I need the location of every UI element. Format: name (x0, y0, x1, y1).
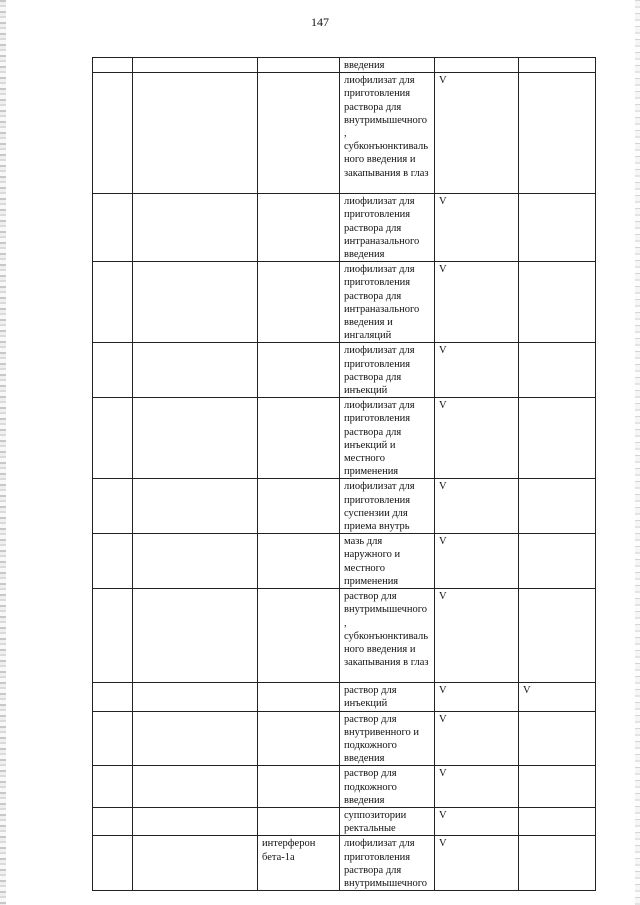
cell-group (133, 194, 258, 262)
table-row (93, 589, 596, 683)
table-row (93, 807, 596, 835)
cell-inn (258, 194, 340, 262)
cell-mark-1: V (435, 262, 519, 343)
cell-mark-2 (519, 766, 596, 808)
cell-dosage-form: раствор для инъекций (340, 683, 435, 711)
table-row (93, 343, 596, 398)
table-row (93, 262, 596, 343)
table-body (93, 58, 596, 891)
cell-dosage-form: раствор для подкожного введения (340, 766, 435, 808)
cell-code (93, 398, 133, 479)
cell-mark-1: V (435, 479, 519, 534)
cell-mark-2 (519, 589, 596, 683)
table-row (93, 683, 596, 711)
table-row (93, 194, 596, 262)
scan-edge-right (635, 0, 640, 905)
cell-dosage-form: лиофилизат для приготовления раствора для интраназального введения и ингаляций (340, 262, 435, 343)
table-row (93, 836, 596, 891)
cell-code (93, 343, 133, 398)
cell-inn (258, 766, 340, 808)
table-row (93, 73, 596, 194)
cell-mark-1: V (435, 398, 519, 479)
table-row (93, 711, 596, 766)
cell-dosage-form: суппозитории ректальные (340, 807, 435, 835)
cell-code (93, 807, 133, 835)
cell-code (93, 194, 133, 262)
cell-code (93, 711, 133, 766)
cell-mark-2 (519, 58, 596, 73)
cell-mark-2: V (519, 683, 596, 711)
cell-mark-2 (519, 398, 596, 479)
cell-code (93, 262, 133, 343)
cell-group (133, 807, 258, 835)
cell-mark-1: V (435, 73, 519, 194)
cell-inn (258, 534, 340, 589)
cell-group (133, 479, 258, 534)
cell-dosage-form: раствор для внутримышечного , субконъюнктивального введения и закапывания в глаз (340, 589, 435, 683)
page-number: 147 (311, 15, 329, 29)
cell-inn (258, 589, 340, 683)
drug-table (92, 57, 596, 891)
cell-code (93, 58, 133, 73)
cell-inn (258, 807, 340, 835)
cell-dosage-form: мазь для наружного и местного применения (340, 534, 435, 589)
cell-group (133, 534, 258, 589)
cell-group (133, 58, 258, 73)
cell-dosage-form: введения (340, 58, 435, 73)
cell-code (93, 73, 133, 194)
table-row (93, 58, 596, 73)
cell-mark-2 (519, 194, 596, 262)
cell-mark-2 (519, 807, 596, 835)
cell-mark-2 (519, 534, 596, 589)
cell-group (133, 683, 258, 711)
cell-inn (258, 262, 340, 343)
cell-group (133, 343, 258, 398)
cell-group (133, 398, 258, 479)
cell-group (133, 711, 258, 766)
cell-code (93, 836, 133, 891)
cell-group (133, 766, 258, 808)
cell-inn (258, 398, 340, 479)
cell-code (93, 534, 133, 589)
cell-mark-2 (519, 343, 596, 398)
cell-dosage-form: лиофилизат для приготовления суспензии для приема внутрь (340, 479, 435, 534)
cell-dosage-form: лиофилизат для приготовления раствора для внутримышечного (340, 836, 435, 891)
cell-mark-2 (519, 479, 596, 534)
cell-dosage-form: лиофилизат для приготовления раствора для инъекций и местного применения (340, 398, 435, 479)
cell-mark-1: V (435, 343, 519, 398)
cell-group (133, 589, 258, 683)
cell-mark-2 (519, 711, 596, 766)
scan-edge-left (0, 0, 6, 905)
cell-dosage-form: лиофилизат для приготовления раствора для внутримышечного , субконъюнктивального введения и закапывания в глаз (340, 73, 435, 194)
cell-mark-1: V (435, 589, 519, 683)
cell-group (133, 73, 258, 194)
cell-inn (258, 58, 340, 73)
table-row (93, 398, 596, 479)
cell-mark-1: V (435, 534, 519, 589)
table-row (93, 766, 596, 808)
cell-code (93, 479, 133, 534)
cell-mark-1: V (435, 766, 519, 808)
cell-inn: интерферон бета-1a (258, 836, 340, 891)
cell-mark-2 (519, 262, 596, 343)
cell-dosage-form: лиофилизат для приготовления раствора для инъекций (340, 343, 435, 398)
cell-group (133, 836, 258, 891)
cell-mark-1: V (435, 683, 519, 711)
cell-mark-2 (519, 73, 596, 194)
cell-mark-1 (435, 58, 519, 73)
cell-inn (258, 479, 340, 534)
cell-code (93, 589, 133, 683)
cell-group (133, 262, 258, 343)
cell-mark-1: V (435, 711, 519, 766)
cell-inn (258, 343, 340, 398)
cell-code (93, 766, 133, 808)
cell-code (93, 683, 133, 711)
cell-dosage-form: раствор для внутривенного и подкожного введения (340, 711, 435, 766)
cell-mark-2 (519, 836, 596, 891)
cell-inn (258, 711, 340, 766)
cell-mark-1: V (435, 194, 519, 262)
table-row (93, 479, 596, 534)
cell-mark-1: V (435, 836, 519, 891)
cell-inn (258, 73, 340, 194)
cell-inn (258, 683, 340, 711)
cell-dosage-form: лиофилизат для приготовления раствора для интраназального введения (340, 194, 435, 262)
table-row (93, 534, 596, 589)
cell-mark-1: V (435, 807, 519, 835)
